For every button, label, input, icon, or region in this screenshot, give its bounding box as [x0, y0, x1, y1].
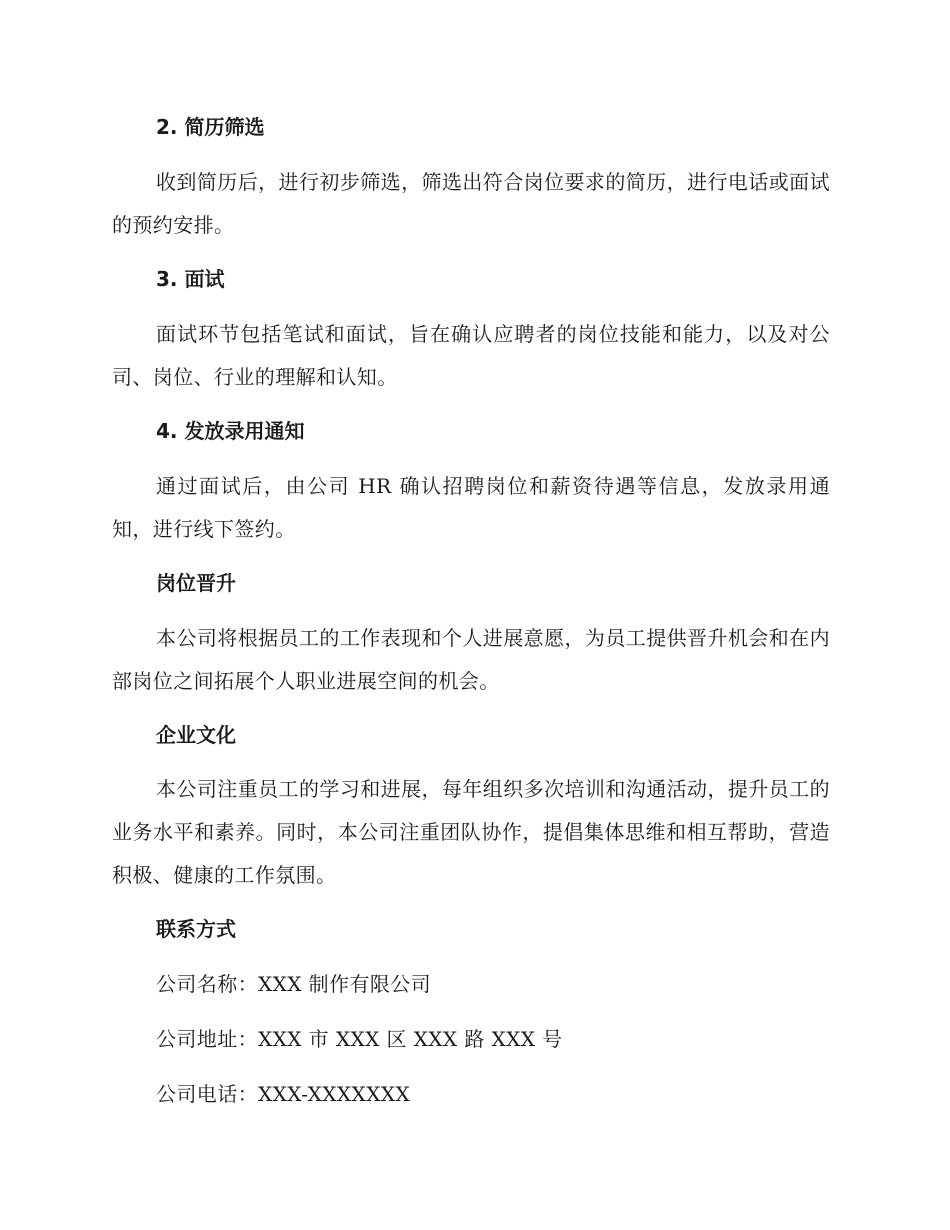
section-body-resume-screening: 收到简历后，进行初步筛选，筛选出符合岗位要求的简历，进行电话或面试的预约安排。 [112, 170, 830, 237]
section-body-offer-notice: 通过面试后，由公司 HR 确认招聘岗位和薪资待遇等信息，发放录用通知，进行线下签约。 [112, 474, 830, 541]
section-body-culture: 本公司注重员工的学习和进展，每年组织多次培训和沟通活动，提升员工的业务水平和素养。同时，本公司注重团队协作，提倡集体思维和相互帮助，营造积极、健康的工作氛围。 [112, 777, 830, 887]
section-heading-offer-notice: 4. 发放录用通知 [156, 419, 305, 443]
section-body-promotion: 本公司将根据员工的工作表现和个人进展意愿，为员工提供晋升机会和在内部岗位之间拓展个人职业进展空间的机会。 [112, 626, 830, 693]
section-heading-resume-screening: 2. 简历筛选 [156, 115, 265, 139]
section-heading-interview: 3. 面试 [156, 267, 225, 291]
section-body-interview: 面试环节包括笔试和面试，旨在确认应聘者的岗位技能和能力，以及对公司、岗位、行业的理解和认知。 [112, 322, 830, 389]
section-heading-promotion: 岗位晋升 [156, 571, 236, 595]
contact-company-phone: 公司电话：XXX-XXXXXXX [156, 1082, 411, 1106]
contact-company-address: 公司地址：XXX 市 XXX 区 XXX 路 XXX 号 [156, 1027, 563, 1051]
contact-company-name: 公司名称：XXX 制作有限公司 [156, 972, 432, 996]
contact-heading: 联系方式 [156, 917, 236, 941]
section-heading-culture: 企业文化 [156, 723, 236, 747]
